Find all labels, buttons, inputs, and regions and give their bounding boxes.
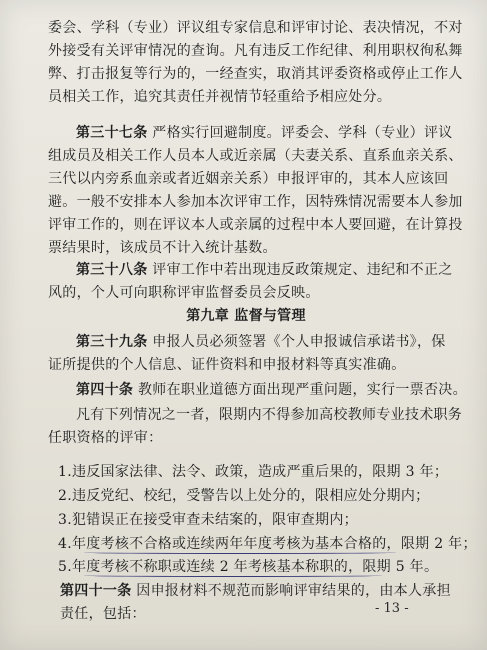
list-item: 2.违反党纪、校纪，受警告以上处分的，限相应处分期内； [58,488,430,504]
article-37: 第三十七条 严格实行回避制度。评委会、学科（专业）评议 [76,125,453,141]
text-line: 证所提供的个人信息、证件资料和申报材料等真实准确。 [48,357,406,373]
article-41: 第四十一条 因申报材料不规范而影响评审结果的，由本人承担 [60,583,451,599]
list-item: 5.年度考核不称职或连续 2 年考核基本称职的，限期 5 年。 [58,559,439,575]
article-number: 第三十八条 [76,262,148,278]
text-line: 外接受有关评审情况的查询。凡有违反工作纪律、利用职权徇私舞 [48,43,463,59]
article-number: 第三十七条 [76,125,148,141]
text-line: 任职资格的评审： [48,430,163,446]
text-line: 凡有下列情况之一者，限期内不得参加高校教师专业技术职务 [76,407,463,423]
article-number: 第四十条 [76,382,134,398]
article-40: 第四十条 教师在职业道德方面出现严重问题，实行一票否决。 [76,382,467,398]
chapter-heading: 第九章 监督与管理 [186,308,306,324]
page-number: - 13 - [375,601,409,616]
text-line: 组成员及相关工作人员本人或近亲属（夫妻关系、直系血亲关系、 [48,148,463,164]
article-number: 第三十九条 [76,334,148,350]
article-39: 第三十九条 申报人员必须签署《个人申报诚信承诺书》，保 [76,334,446,350]
list-item: 3.犯错误正在接受审查未结案的，限审查期内； [58,512,358,528]
list-item: 4.年度考核不合格或连续两年年度考核为基本合格的，限期 2 年； [58,536,477,552]
text-line: 责任，包括： [60,606,146,622]
text-line: 三代以内旁系血亲或者近姻亲关系）申报评审的，其本人应该回 [48,171,449,187]
text-line: 委会、学科（专业）评议组专家信息和评审讨论、表决情况，不对 [48,20,463,36]
article-38: 第三十八条 评审工作中若出现违反政策规定、违纪和不正之 [76,262,453,278]
text-line: 票结果时，该成员不计入统计基数。 [48,240,277,256]
text-line: 评审工作的，则在评议本人或亲属的过程中本人要回避，在计算投 [48,217,463,233]
handwritten-underline [84,574,382,577]
handwritten-underline [84,551,396,554]
text-line: 风的，个人可向职称评审监督委员会反映。 [48,285,320,301]
article-number: 第四十一条 [60,583,132,599]
text-line: 弊、打击报复等行为的，一经查实，取消其评委资格或停止工作人 [48,66,463,82]
list-item: 1.违反国家法律、法令、政策，造成严重后果的，限期 3 年； [58,464,449,480]
text-line: 避。一般不安排本人参加本次评审工作，因特殊情况需要本人参加 [48,194,463,210]
text-line: 员相关工作，追究其责任并视情节轻重给予相应处分。 [48,89,392,105]
